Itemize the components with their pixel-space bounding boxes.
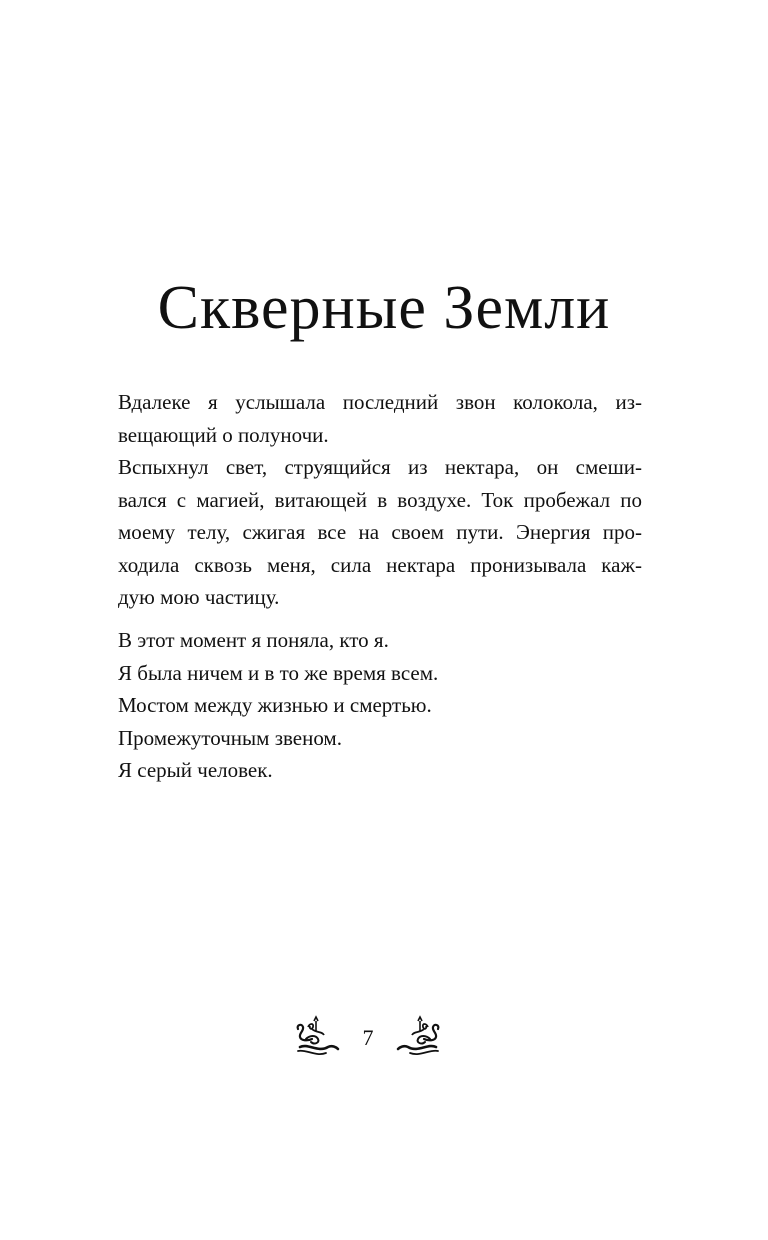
flourish-ornament-icon [396,1015,442,1061]
verse-line: Промежуточным звеном. [118,725,342,750]
verse-block [118,624,438,787]
chapter-title: Скверные Земли [157,274,611,342]
paragraph-1 [118,386,642,451]
text-line: дую мою частицу. [118,585,280,609]
paragraph-2 [118,451,642,614]
verse-line: В этот момент я поняла, кто я. [118,628,389,652]
text-line: ходила сквозь меня, сила нектара пронизывала каж- [118,552,642,577]
text-line: Вдалеке я услышала последний звон колокола, из- [118,390,642,414]
text-line: Вспыхнул свет, струящийся из нектара, он смеши- [118,455,642,479]
page-footer [0,1015,768,1065]
verse-line: Я была ничем и в то же время всем. [118,660,439,685]
text-line: вещающий о полуночи. [118,422,329,447]
text-line: вался с магией, витающей в воздухе. Ток пробежал по [118,487,642,512]
flourish-ornament-icon [294,1015,340,1061]
page-number: 7 [362,1025,374,1050]
verse-line: Мостом между жизнью и смертью. [118,693,432,717]
text-line: моему телу, сжигая все на своем пути. Энергия про- [118,520,642,544]
chapter-body [118,386,642,614]
verse-line: Я серый человек. [118,758,273,782]
